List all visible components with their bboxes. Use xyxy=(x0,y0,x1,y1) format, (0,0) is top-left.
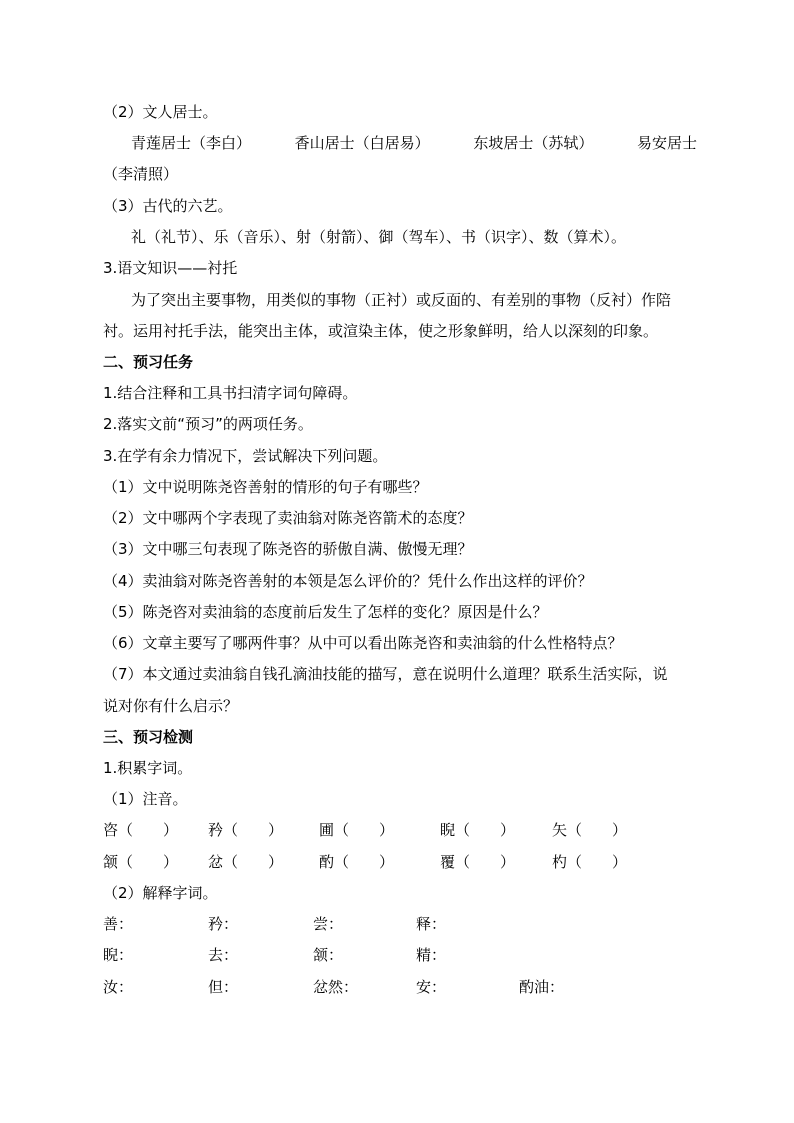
define-term[interactable]: 释： xyxy=(416,915,447,933)
question-item: （3）文中哪三句表现了陈尧咨的骄傲自满、傲慢无理？ xyxy=(103,540,473,558)
six-arts-text: 礼（礼节）、乐（音乐）、射（射箭）、御（驾车）、书（识字）、数（算术）。 xyxy=(131,228,627,246)
define-term[interactable]: 汝： xyxy=(103,978,134,996)
knowledge-heading: 3.语文知识——衬托 xyxy=(103,259,238,277)
knowledge-paragraph-line: 为了突出主要事物，用类似的事物（正衬）或反面的、有差别的事物（反衬）作陪 xyxy=(131,291,672,309)
pinyin-blank[interactable]: 颔（ ） xyxy=(103,853,179,871)
task-item: 1.结合注释和工具书扫清字词句障碍。 xyxy=(103,384,358,402)
question-item-cont: 说对你有什么启示？ xyxy=(103,697,239,715)
pinyin-blank[interactable]: 杓（ ） xyxy=(552,853,628,871)
knowledge-paragraph-line: 衬。运用衬托手法，能突出主体，或渲染主体，使之形象鲜明，给人以深刻的印象。 xyxy=(103,322,659,340)
question-item: （4）卖油翁对陈尧咨善射的本领是怎么评价的？凭什么作出这样的评价？ xyxy=(103,572,593,590)
item3-title: （3）古代的六艺。 xyxy=(103,197,233,215)
question-item: （5）陈尧咨对卖油翁的态度前后发生了怎样的变化？原因是什么？ xyxy=(103,603,548,621)
scholar-name: 东坡居士（苏轼） xyxy=(473,134,594,152)
pinyin-blank[interactable]: 酌（ ） xyxy=(319,853,395,871)
check-subheading: 1.积累字词。 xyxy=(103,759,193,777)
define-term[interactable]: 但： xyxy=(208,978,239,996)
scholar-name-cont: （李清照） xyxy=(103,165,179,183)
define-row xyxy=(103,914,703,934)
pinyin-blank[interactable]: 咨（ ） xyxy=(103,821,179,839)
pinyin-row xyxy=(103,820,703,840)
section-heading-preview-tasks: 二、预习任务 xyxy=(103,353,194,371)
question-item: （6）文章主要写了哪两件事？从中可以看出陈尧咨和卖油翁的什么性格特点？ xyxy=(103,634,623,652)
scholar-names-line xyxy=(131,133,697,153)
define-term[interactable]: 去： xyxy=(208,946,239,964)
question-item: （1）文中说明陈尧咨善射的情形的句子有哪些？ xyxy=(103,478,428,496)
define-row xyxy=(103,945,703,965)
define-term[interactable]: 善： xyxy=(103,915,134,933)
scholar-name: 易安居士 xyxy=(636,134,697,152)
define-term[interactable]: 忿然： xyxy=(313,978,359,996)
task-item: 2.落实文前“预习”的两项任务。 xyxy=(103,415,313,433)
define-term[interactable]: 尝： xyxy=(313,915,344,933)
define-term[interactable]: 安： xyxy=(416,978,447,996)
pinyin-blank[interactable]: 矜（ ） xyxy=(208,821,284,839)
define-term[interactable]: 颔： xyxy=(313,946,344,964)
pinyin-row xyxy=(103,852,703,872)
item2-title: （2）文人居士。 xyxy=(103,103,218,121)
task-item: 3.在学有余力情况下，尝试解决下列问题。 xyxy=(103,447,388,465)
scholar-name: 青莲居士（李白） xyxy=(131,134,252,152)
define-term[interactable]: 酌油： xyxy=(519,978,565,996)
define-term[interactable]: 精： xyxy=(416,946,447,964)
check-subheading: （1）注音。 xyxy=(103,790,188,808)
question-item: （7）本文通过卖油翁自钱孔滴油技能的描写，意在说明什么道理？联系生活实际，说 xyxy=(103,665,668,683)
define-term[interactable]: 矜： xyxy=(208,915,239,933)
section-heading-preview-check: 三、预习检测 xyxy=(103,728,194,746)
define-term[interactable]: 睨： xyxy=(103,946,134,964)
pinyin-blank[interactable]: 睨（ ） xyxy=(440,821,516,839)
check-subheading: （2）解释字词。 xyxy=(103,884,218,902)
pinyin-blank[interactable]: 覆（ ） xyxy=(440,853,516,871)
define-row xyxy=(103,977,703,997)
question-item: （2）文中哪两个字表现了卖油翁对陈尧咨箭术的态度？ xyxy=(103,509,473,527)
pinyin-blank[interactable]: 矢（ ） xyxy=(552,821,628,839)
pinyin-blank[interactable]: 圃（ ） xyxy=(319,821,395,839)
pinyin-blank[interactable]: 忿（ ） xyxy=(208,853,284,871)
scholar-name: 香山居士（白居易） xyxy=(294,134,430,152)
